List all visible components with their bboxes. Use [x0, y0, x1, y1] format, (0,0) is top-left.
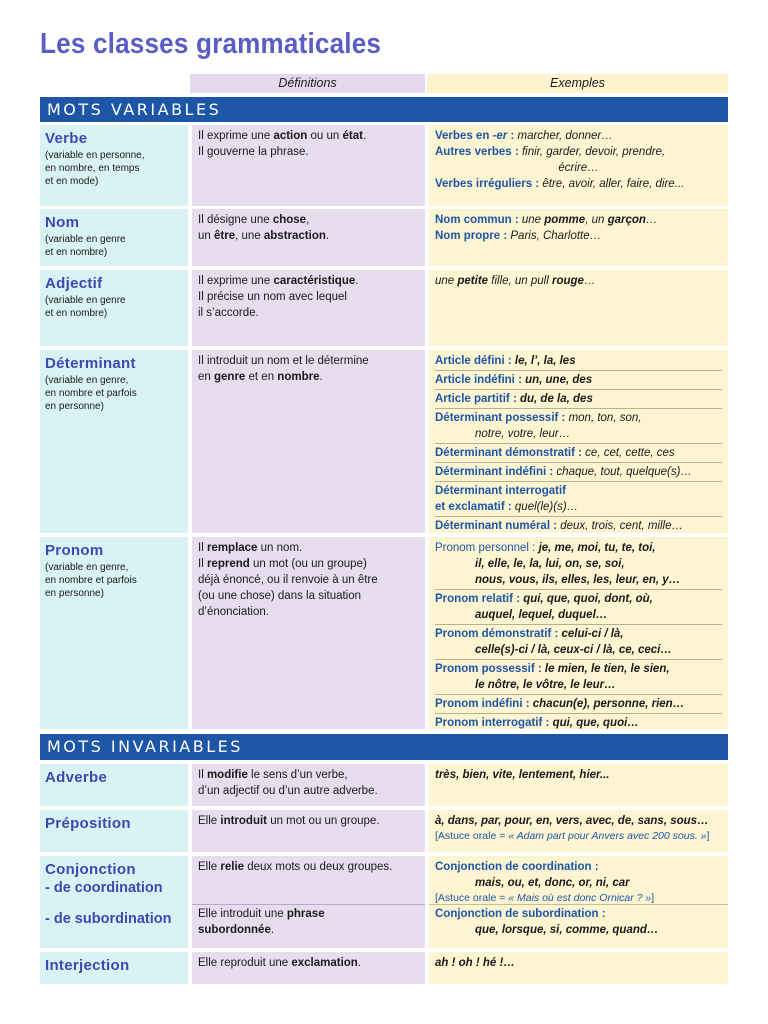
example-cell: Conjonction de coordination : mais, ou, et, donc, or, ni, car [Astuce orale = « Mais où est donc Ornicar ? »] Conjonction de subordination : que, lorsque, si, comme, quand… — [429, 856, 728, 948]
definition-cell: Il introduit un nom et le détermine en genre et en nombre. — [192, 350, 425, 533]
word-sub: et en nombre) — [45, 247, 108, 258]
word-sub: en nombre et parfois — [45, 388, 137, 399]
example-cell: Article défini : le, l’, la, les Article indéfini : un, une, des Article partitif : du, de la, des Déterminant possessif : mon, ton, son, notre, votre, leur… Déterminant démonstratif : ce, cet, cette, ces Déterminant indéfini : chaque, tout, quelque(s)… Déterminant interrogatif et exclamatif : quel(le)(s)… Déterminant numéral : deux, trois, cent, mille… — [429, 350, 728, 533]
word-sub-coordination: - de coordination — [45, 880, 163, 896]
word-sub: en nombre et parfois — [45, 575, 137, 586]
word-cell — [40, 810, 188, 852]
example-cell: Nom commun : une pomme, un garçon… Nom propre : Paris, Charlotte… — [429, 209, 728, 266]
definition-cell: Elle introduit un mot ou un groupe. — [192, 810, 425, 852]
example-cell: très, bien, vite, lentement, hier... — [429, 764, 728, 806]
page-title: Les classes grammaticales — [40, 28, 382, 60]
section-mots-variables: MOTS VARIABLES — [40, 97, 728, 122]
word-sub: et en mode) — [45, 176, 99, 187]
word-name: Interjection — [45, 957, 130, 974]
example-cell: ah ! oh ! hé !… — [429, 952, 728, 984]
word-cell — [40, 856, 188, 948]
word-cell — [40, 209, 188, 266]
definition-cell: Elle relie deux mots ou deux groupes. Elle introduit une phrase subordonnée. — [192, 856, 425, 948]
word-name: Verbe — [45, 130, 88, 147]
row-interjection — [40, 952, 728, 984]
example-cell: Verbes en -er : marcher, donner… Autres verbes : finir, garder, devoir, prendre, écrire… Verbes irréguliers : être, avoir, aller, faire, dire... — [429, 125, 728, 206]
row-adjectif — [40, 270, 728, 346]
word-sub: (variable en genre — [45, 234, 126, 245]
row-determinant — [40, 350, 728, 533]
definition-cell: Il remplace un nom. Il reprend un mot (ou un groupe) déjà énoncé, ou il renvoie à un être (ou une chose) dans la situation d’énonciation. — [192, 537, 425, 729]
example-cell: une petite fille, un pull rouge… — [429, 270, 728, 346]
word-sub: (variable en genre, — [45, 562, 129, 573]
word-cell — [40, 125, 188, 206]
definition-cell: Il exprime une action ou un état. Il gouverne la phrase. — [192, 125, 425, 206]
definition-cell: Il exprime une caractéristique. Il précise un nom avec lequel il s’accorde. — [192, 270, 425, 346]
example-cell: Pronom personnel : je, me, moi, tu, te, toi, il, elle, le, la, lui, on, se, soi, nous, vous, ils, elles, les, leur, en, y… Pronom relatif : qui, que, quoi, dont, où, auquel, lequel, duquel… Pronom démonstratif : celui-ci / là, celle(s)-ci / là, ceux-ci / là, ce, ceci… Pronom possessif : le mien, le tien, le sien, le nôtre, le vôtre, le leur… Pronom indéfini : chacun(e), personne, rien… Pronom interrogatif : qui, que, quoi… — [429, 537, 728, 729]
word-sub: et en nombre) — [45, 308, 108, 319]
row-verbe — [40, 125, 728, 206]
word-sub: en personne) — [45, 401, 104, 412]
word-name: Conjonction — [45, 861, 136, 878]
row-preposition — [40, 810, 728, 852]
word-name: Adjectif — [45, 275, 103, 292]
header-exemples: Exemples — [427, 74, 728, 93]
word-cell — [40, 350, 188, 533]
word-sub: (variable en genre, — [45, 375, 129, 386]
word-sub: (variable en personne, — [45, 150, 145, 161]
word-name: Adverbe — [45, 769, 108, 786]
row-conjonction — [40, 856, 728, 948]
word-name: Pronom — [45, 542, 104, 559]
row-adverbe — [40, 764, 728, 806]
word-sub: en nombre, en temps — [45, 163, 140, 174]
row-pronom — [40, 537, 728, 729]
definition-cell: Il désigne une chose, un être, une abstraction. — [192, 209, 425, 266]
definition-cell: Il modifie le sens d’un verbe, d’un adjectif ou d’un autre adverbe. — [192, 764, 425, 806]
definition-cell: Elle reproduit une exclamation. — [192, 952, 425, 984]
header-definitions: Définitions — [190, 74, 425, 93]
example-cell: à, dans, par, pour, en, vers, avec, de, sans, sous… [Astuce orale = « Adam part pour Anvers avec 200 sous. »] — [429, 810, 728, 852]
word-cell — [40, 270, 188, 346]
word-cell — [40, 952, 188, 984]
word-sub: en personne) — [45, 588, 104, 599]
row-nom — [40, 209, 728, 266]
word-name: Nom — [45, 214, 80, 231]
word-sub-subordination: - de subordination — [45, 911, 172, 927]
word-name: Préposition — [45, 815, 131, 832]
word-cell — [40, 764, 188, 806]
word-name: Déterminant — [45, 355, 136, 372]
word-sub: (variable en genre — [45, 295, 126, 306]
word-cell — [40, 537, 188, 729]
section-mots-invariables: MOTS INVARIABLES — [40, 734, 728, 760]
